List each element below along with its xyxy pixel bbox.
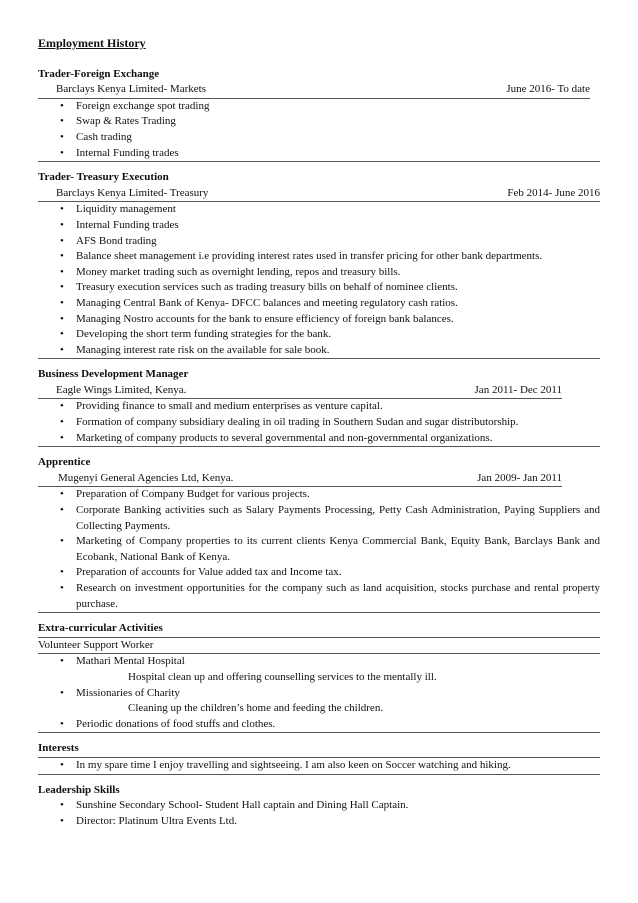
- job-employer: Eagle Wings Limited, Kenya.: [56, 383, 187, 396]
- job-employer-line: [38, 383, 562, 400]
- leadership-item: • Sunshine Secondary School- Student Hall captain and Dining Hall Captain.: [38, 798, 600, 814]
- interests-heading: Interests: [38, 741, 600, 758]
- job-bullet: • Swap & Rates Trading: [38, 114, 600, 130]
- job-bullet: • Developing the short term funding strategies for the bank.: [38, 327, 600, 343]
- job-bullet: • Providing finance to small and medium enterprises as venture capital.: [38, 399, 600, 415]
- job-employer: Barclays Kenya Limited- Treasury: [56, 186, 209, 199]
- job-entry: [38, 455, 600, 613]
- activity-name: • Periodic donations of food stuffs and clothes.: [76, 717, 276, 730]
- job-bullet: • Corporate Banking activities such as Salary Payments Processing, Petty Cash Administration, Paying Suppliers and Collecting Payments.: [38, 503, 600, 534]
- extracurricular-item: [38, 654, 600, 685]
- job-bullet: • Marketing of company products to several governmental and non-governmental organizations.: [38, 431, 600, 447]
- interest-item: • In my spare time I enjoy travelling and sightseeing. I am also keen on Soccer watching and hiking.: [38, 758, 600, 774]
- leadership-section: [38, 783, 600, 830]
- job-bullet: • Internal Funding trades: [38, 146, 600, 162]
- employment-history-heading: Employment History: [38, 36, 146, 50]
- job-bullet: • Balance sheet management i.e providing interest rates used in transfer pricing for other bank departments.: [38, 249, 600, 265]
- job-bullets: [38, 99, 600, 162]
- job-bullet: • Managing Central Bank of Kenya- DFCC balances and meeting regulatory cash ratios.: [38, 296, 600, 312]
- job-bullet: • Liquidity management: [38, 202, 600, 218]
- job-bullet: • Internal Funding trades: [38, 218, 600, 234]
- job-bullets: [38, 487, 600, 613]
- job-bullet: • AFS Bond trading: [38, 234, 600, 250]
- job-entry: [38, 67, 600, 163]
- activity-detail: Hospital clean up and offering counselling services to the mentally ill.: [128, 670, 437, 683]
- job-dates: June 2016- To date: [506, 83, 590, 96]
- interests-section: [38, 741, 600, 774]
- job-bullet: • Managing Nostro accounts for the bank to ensure efficiency of foreign bank balances.: [38, 312, 600, 328]
- job-entry: [38, 367, 600, 447]
- job-employer-line: [38, 471, 562, 488]
- activity-detail: Cleaning up the children’s home and feeding the children.: [128, 702, 384, 715]
- job-bullet: • Preparation of accounts for Value added tax and Income tax.: [38, 565, 600, 581]
- job-bullet: • Cash trading: [38, 130, 600, 146]
- leadership-list: [38, 798, 600, 829]
- job-bullets: [38, 399, 600, 447]
- resume-page: [38, 36, 600, 837]
- job-dates: Jan 2009- Jan 2011: [477, 471, 562, 484]
- leadership-item: • Director: Platinum Ultra Events Ltd.: [38, 814, 600, 830]
- leadership-heading: Leadership Skills: [38, 783, 120, 796]
- job-bullet: • Formation of company subsidiary dealing in oil trading in Southern Sudan and sugar distributorship.: [38, 415, 600, 431]
- job-employer-line: [38, 82, 590, 99]
- job-employer-line: [38, 186, 600, 203]
- interests-list: [38, 758, 600, 775]
- job-bullet: • Research on investment opportunities for the company such as land acquisition, stocks purchase and rental property purchase.: [38, 581, 600, 612]
- job-bullet: • Marketing of Company properties to its current clients Kenya Commercial Bank, Equity Bank, Barclays Bank and Ecobank, National Bank of Kenya.: [38, 534, 600, 565]
- activity-name: • Missionaries of Charity: [76, 686, 180, 699]
- activity-name: • Mathari Mental Hospital: [76, 655, 185, 668]
- job-title: Business Development Manager: [38, 368, 189, 381]
- job-bullet: • Money market trading such as overnight lending, repos and treasury bills.: [38, 265, 600, 281]
- extracurricular-item: [38, 686, 600, 717]
- job-title: Trader- Treasury Execution: [38, 171, 169, 184]
- job-employer: Mugenyi General Agencies Ltd, Kenya.: [58, 471, 234, 484]
- job-bullet: • Managing interest rate risk on the available for sale book.: [38, 343, 600, 359]
- extracurricular-list: [38, 654, 600, 733]
- job-bullet: • Foreign exchange spot trading: [38, 99, 600, 115]
- job-dates: Jan 2011- Dec 2011: [474, 383, 562, 396]
- job-entry: [38, 170, 600, 359]
- extracurricular-section: [38, 621, 600, 733]
- job-title: Apprentice: [38, 456, 91, 469]
- extracurricular-item: [38, 717, 600, 733]
- job-bullet: • Treasury execution services such as trading treasury bills on behalf of nominee clients.: [38, 280, 600, 296]
- job-bullet: • Preparation of Company Budget for various projects.: [38, 487, 600, 503]
- jobs-list: [38, 67, 600, 614]
- volunteer-role: Volunteer Support Worker: [38, 638, 600, 655]
- job-title: Trader-Foreign Exchange: [38, 67, 160, 80]
- job-employer: Barclays Kenya Limited- Markets: [56, 83, 206, 96]
- extracurricular-heading: Extra-curricular Activities: [38, 621, 600, 638]
- job-bullets: [38, 202, 600, 359]
- job-dates: Feb 2014- June 2016: [507, 186, 600, 199]
